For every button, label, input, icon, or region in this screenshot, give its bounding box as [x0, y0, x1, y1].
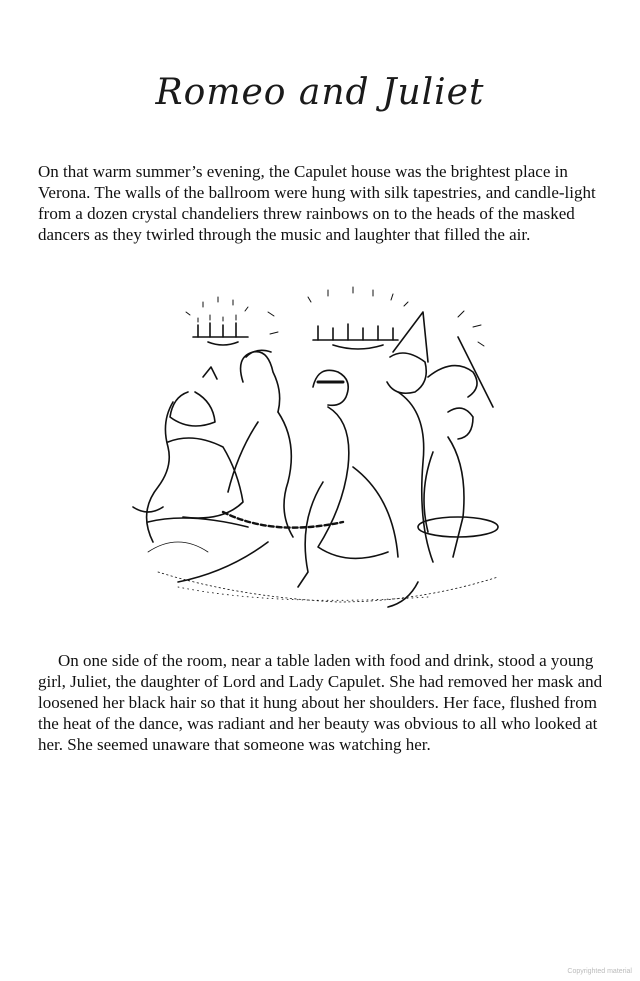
ballroom-illustration	[128, 282, 508, 627]
page-title: Romeo and Juliet	[155, 72, 485, 113]
copyright-notice: Copyrighted material	[567, 968, 632, 975]
chandelier-left-icon	[186, 297, 248, 345]
chandelier-right-icon	[308, 287, 408, 349]
paragraph-1: On that warm summer’s evening, the Capulet house was the brightest place in Verona. The walls of the ballroom were hung with silk tapestries, and candle-light from a dozen crystal chandeliers threw rainbows on to the heads of the masked dancers as they twirled through the music and laughter that filled the air.	[38, 162, 596, 244]
paragraph-2: On one side of the room, near a table laden with food and drink, stood a young girl, Juliet, the daughter of Lord and Lady Capulet. She had removed her mask and loosened her black hair so that it hung about her shoulders. Her face, flushed from the heat of the dance, was radiant and her beauty was obvious to all who looked at her. She seemed unaware that someone was watching her.	[38, 651, 603, 754]
